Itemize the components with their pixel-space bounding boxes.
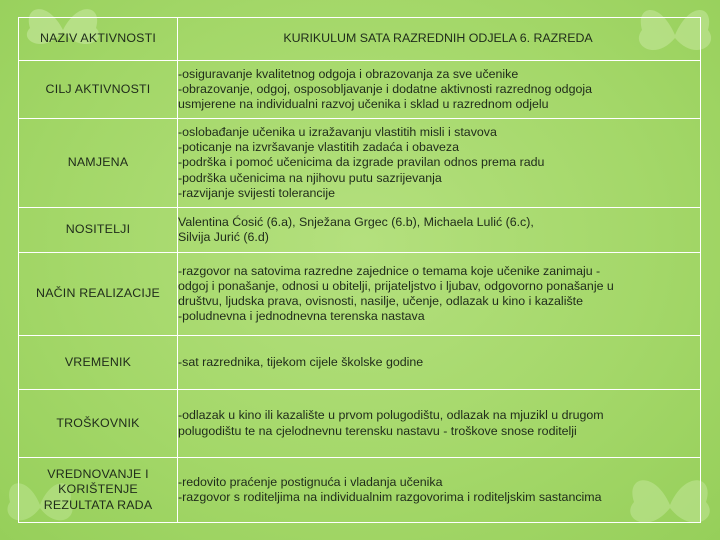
content-line: -razgovor s roditeljima na individualnim razgovorima i roditeljskim sastancima <box>178 490 602 504</box>
table-row <box>19 336 701 390</box>
row-content <box>178 253 701 336</box>
table-row <box>19 61 701 119</box>
row-content <box>178 336 701 390</box>
label-line: VREDNOVANJE I <box>47 467 149 482</box>
content-line: -podrška i pomoć učenicima da izgrade pravilan odnos prema radu <box>178 155 545 170</box>
row-label: NOSITELJI <box>19 208 178 253</box>
label-line: REZULTATA RADA <box>43 497 153 512</box>
row-label: VREMENIK <box>19 336 178 390</box>
table-row <box>19 458 701 523</box>
content-line: -poticanje na izvršavanje vlastitih zadaća i obaveza <box>178 140 460 155</box>
row-content <box>178 61 701 119</box>
content-line: usmjerene na individualni razvoj učenika i sklad u razrednom odjelu <box>178 97 549 112</box>
table-row <box>19 208 701 253</box>
content-line: -sat razrednika, tijekom cijele školske godine <box>178 354 424 369</box>
header-left: NAZIV AKTIVNOSTI <box>19 18 178 61</box>
header-row <box>19 18 701 61</box>
content-line: -razgovor na satovima razredne zajednice o temama koje učenike zanimaju - <box>178 263 601 278</box>
row-label: NAMJENA <box>19 119 178 208</box>
row-content <box>178 458 701 523</box>
row-content <box>178 208 701 253</box>
content-line: -odlazak u kino ili kazalište u prvom polugodištu, odlazak na mjuzikl u drugom <box>178 408 604 423</box>
content-line: Silvija Jurić (6.d) <box>178 230 269 244</box>
content-line: -poludnevna i jednodnevna terenska nastava <box>178 309 425 324</box>
content-line: -podrška učenicima na njihovu putu sazrijevanja <box>178 170 442 185</box>
content-line: -oslobađanje učenika u izražavanju vlastitih misli i stavova <box>178 124 497 139</box>
content-line: društvu, ljudska prava, ovisnosti, nasilje, učenje, odlazak u kino i kazalište <box>178 294 583 308</box>
row-content <box>178 119 701 208</box>
row-label: NAČIN REALIZACIJE <box>19 253 178 336</box>
row-label: CILJ AKTIVNOSTI <box>19 61 178 119</box>
curriculum-table <box>18 17 701 523</box>
content-line: -osiguravanje kvalitetnog odgoja i obrazovanja za sve učenike <box>178 66 519 81</box>
content-line: odgoj i ponašanje, odnosi u obitelji, prijateljstvo i ljubav, odgovorno ponašanje u <box>178 278 614 293</box>
header-right: KURIKULUM SATA RAZREDNIH ODJELA 6. RAZREDA <box>178 18 701 61</box>
content-line: Valentina Ćosić (6.a), Snježana Grgec (6.b), Michaela Lulić (6.c), <box>178 214 534 229</box>
row-content <box>178 390 701 458</box>
content-line: -razvijanje svijesti tolerancije <box>178 185 336 200</box>
table-row <box>19 119 701 208</box>
row-label <box>19 458 178 523</box>
table-row <box>19 390 701 458</box>
content-line: -redovito praćenje postignuća i vladanja učenika <box>178 474 443 489</box>
table-row <box>19 253 701 336</box>
content-line: -obrazovanje, odgoj, osposobljavanje i dodatne aktivnosti razrednog odgoja <box>178 81 592 96</box>
content-line: polugodištu te na cjelodnevnu terensku nastavu - troškove snose roditelji <box>178 423 577 438</box>
row-label: TROŠKOVNIK <box>19 390 178 458</box>
label-line: KORIŠTENJE <box>58 482 138 497</box>
